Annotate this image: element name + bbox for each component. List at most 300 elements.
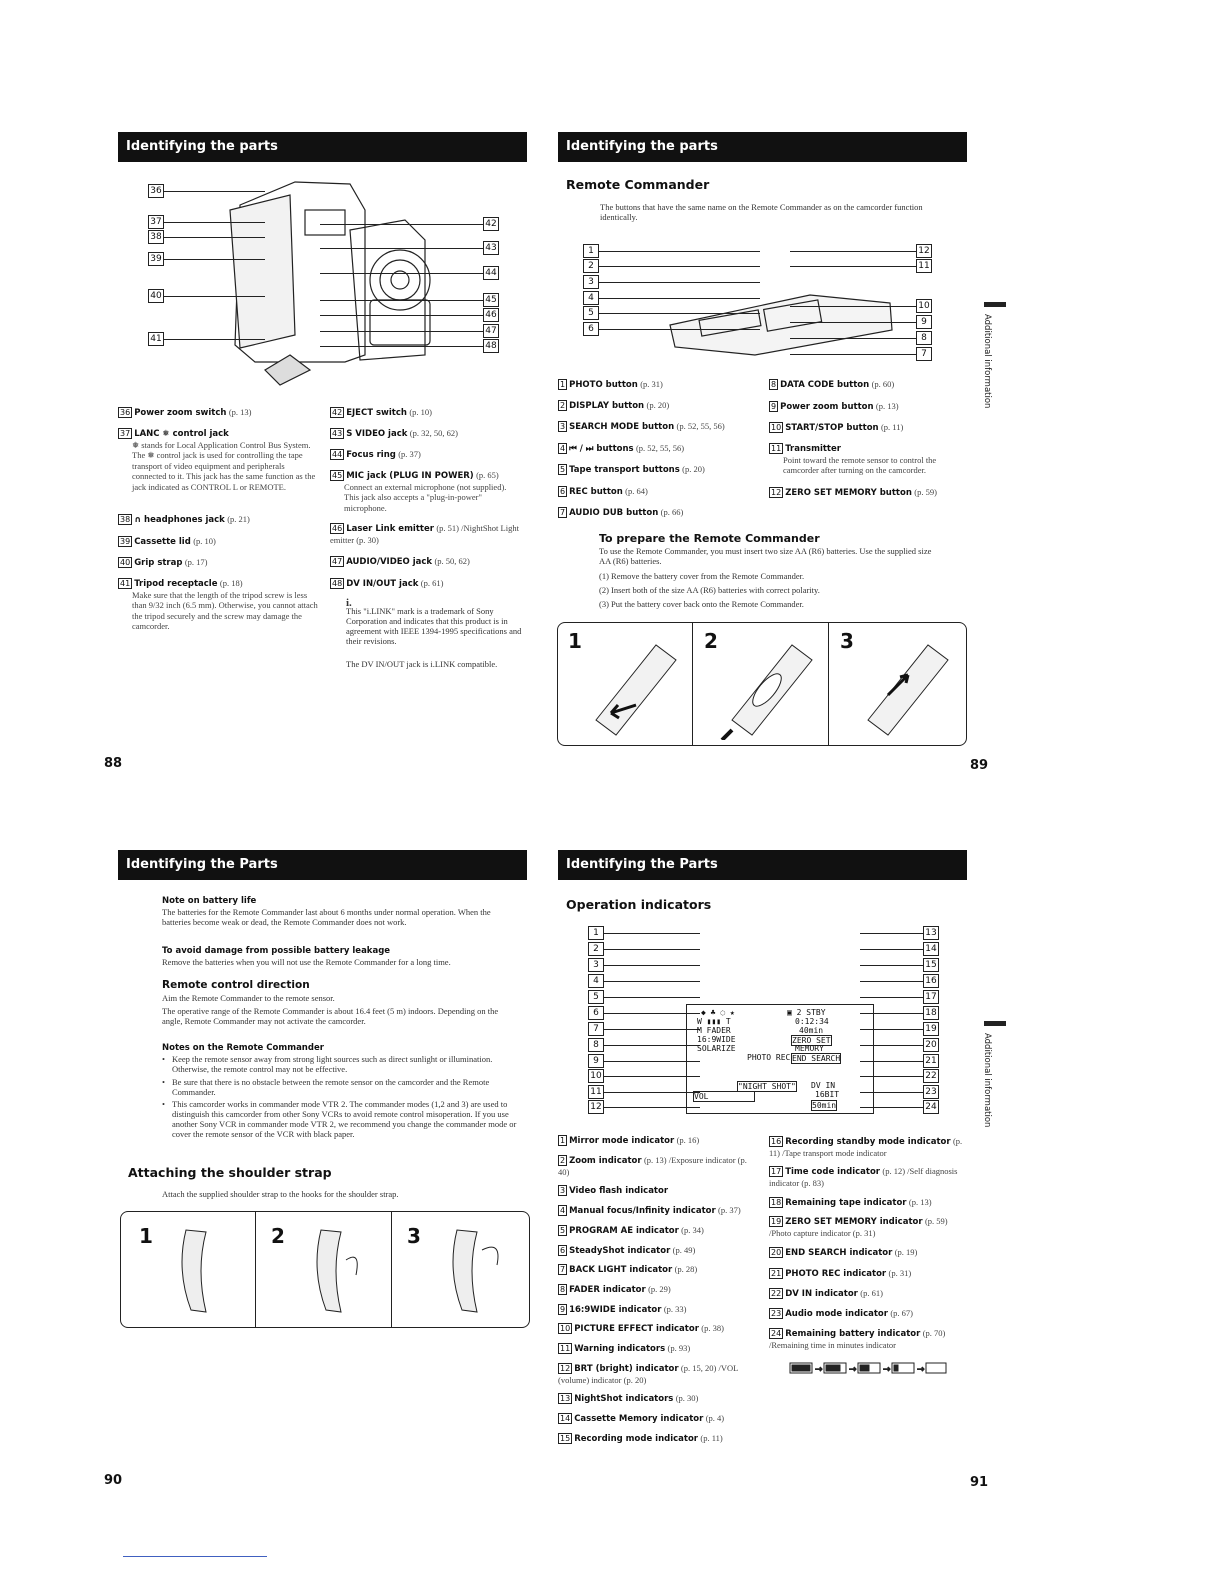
entry-name: PHOTO REC indicator: [785, 1269, 887, 1279]
entry-page-ref: (p. 15, 20) /VOL (volume) indicator (p. 20): [558, 1363, 738, 1385]
prepare-step-1: (1) Remove the battery cover from the Remote Commander.: [599, 571, 805, 581]
strap-text: Attach the supplied shoulder strap to the hooks for the shoulder strap.: [162, 1189, 399, 1199]
ilink-note-2: The DV IN/OUT jack is i.LINK compatible.: [346, 659, 498, 669]
entry-10: [769, 422, 969, 434]
callout-18: 18: [923, 1006, 939, 1020]
entry-page-ref: (p. 11): [880, 422, 904, 432]
display-memory: MEMORY: [795, 1044, 824, 1053]
callout-leader-line: [860, 933, 923, 934]
entry-name: ∩ headphones jack: [134, 515, 225, 525]
entry-name: Video flash indicator: [569, 1186, 669, 1196]
entry-number: 8: [560, 1285, 566, 1294]
callout-leader-line: [790, 266, 916, 267]
entry-page-ref: (p. 11) /Tape transport mode indicator: [769, 1136, 963, 1158]
callout-leader-line: [604, 965, 700, 966]
battery-step-label-3: 3: [840, 629, 854, 653]
entry-8: [558, 1284, 758, 1296]
entry-name: AUDIO/VIDEO jack: [346, 557, 433, 567]
callout-11: 11: [588, 1085, 604, 1099]
entry-name: ZERO SET MEMORY indicator: [785, 1217, 923, 1227]
page90-header: Identifying the Parts: [118, 850, 527, 880]
entry-number: 36: [120, 408, 131, 417]
entry-page-ref: (p. 93): [667, 1343, 691, 1353]
entry-43: [330, 428, 520, 440]
callout-leader-line: [790, 306, 916, 307]
entry-number: 2: [560, 401, 566, 410]
strap-steps-panel: [120, 1211, 530, 1328]
entry-number: 9: [771, 402, 777, 411]
callout-leader-line: [599, 266, 760, 267]
callout-leader-line: [860, 965, 923, 966]
callout-8: 8: [588, 1038, 604, 1052]
entry-name: DATA CODE button: [780, 380, 870, 390]
svg-text:→: →: [815, 1365, 823, 1375]
entry-number: 15: [560, 1434, 571, 1443]
entry-name: Remaining battery indicator: [785, 1329, 921, 1339]
prepare-step-2: (2) Insert both of the size AA (R6) batteries with correct polarity.: [599, 585, 820, 595]
callout-46: 46: [483, 308, 499, 322]
entry-name: Focus ring: [346, 450, 396, 460]
entry-number: 47: [332, 557, 343, 566]
callout-6: 6: [588, 1006, 604, 1020]
strap-step-label-2: 2: [271, 1224, 285, 1248]
entry-number: 40: [120, 558, 131, 567]
strap-title: Attaching the shoulder strap: [128, 1165, 332, 1180]
entry-number: 46: [332, 524, 343, 533]
entry-page-ref: (p. 11): [700, 1433, 723, 1443]
entry-11: [769, 443, 969, 476]
entry-name: DV IN/OUT jack: [346, 579, 419, 589]
page-number-89: 89: [970, 758, 989, 773]
entry-page-ref: (p. 20): [646, 400, 670, 410]
entry-page-ref: (p. 67): [890, 1308, 913, 1318]
callout-2: 2: [588, 942, 604, 956]
entry-number: 45: [332, 471, 343, 480]
callout-leader-line: [320, 315, 483, 316]
prepare-title: To prepare the Remote Commander: [599, 532, 820, 545]
callout-19: 19: [923, 1022, 939, 1036]
entry-number: 7: [560, 1265, 566, 1274]
entry-number: 13: [560, 1394, 571, 1403]
entry-number: 24: [771, 1329, 782, 1338]
entry-name: EJECT switch: [346, 408, 407, 418]
entry-10: [558, 1323, 758, 1335]
entry-21: [769, 1268, 969, 1280]
entry-page-ref: (p. 49): [672, 1245, 696, 1255]
entry-page-ref: (p. 61): [420, 578, 444, 588]
entry-12: [769, 487, 969, 499]
entry-name: NightShot indicators: [574, 1394, 674, 1404]
entry-page-ref: (p. 59): [914, 487, 937, 497]
callout-4: 4: [583, 291, 599, 305]
callout-44: 44: [483, 266, 499, 280]
footer-rule: [123, 1556, 267, 1557]
entry-number: 38: [120, 515, 131, 524]
page-number-90: 90: [104, 1473, 123, 1488]
entry-name: FADER indicator: [569, 1285, 646, 1295]
display-endsearch: END SEARCH: [792, 1054, 841, 1063]
display-bit: 16BIT: [815, 1090, 840, 1099]
entry-page-ref: (p. 29): [648, 1284, 671, 1294]
ilink-logo: i.: [346, 597, 352, 609]
entry-number: 17: [771, 1167, 782, 1176]
callout-48: 48: [483, 339, 499, 353]
entry-number: 42: [332, 408, 343, 417]
entry-1: [558, 1135, 758, 1147]
note-bullet-3: •: [162, 1099, 165, 1109]
callout-leader-line: [599, 251, 760, 252]
direction-title: Remote control direction: [162, 979, 310, 991]
callout-leader-line: [599, 282, 760, 283]
note-1: Keep the remote sensor away from strong light sources such as direct sunlight or illumination. Otherwise, the remote control may not be effective.: [172, 1054, 493, 1074]
entry-47: [330, 556, 520, 568]
callout-leader-line: [164, 296, 265, 297]
entry-9: [769, 401, 969, 413]
entry-page-ref: (p. 30): [675, 1393, 699, 1403]
display-remain: 40min: [799, 1026, 824, 1035]
entry-number: 5: [560, 1226, 566, 1235]
entry-name: PHOTO button: [569, 380, 638, 390]
callout-leader-line: [860, 949, 923, 950]
display-zoom: W ▮▮▮ T: [697, 1017, 731, 1026]
display-dvin: DV IN: [811, 1081, 836, 1090]
entry-page-ref: (p. 20): [682, 464, 705, 474]
entry-page-ref: (p. 38): [701, 1323, 724, 1333]
callout-47: 47: [483, 324, 499, 338]
battery-steps-panel: [557, 622, 967, 746]
entry-page-ref: (p. 60): [871, 379, 895, 389]
strap-step-2-illustration: [301, 1220, 381, 1320]
callout-leader-line: [320, 273, 483, 274]
entry-number: 3: [560, 1186, 566, 1195]
entry-6: [558, 1245, 758, 1257]
callout-7: 7: [588, 1022, 604, 1036]
entry-41: [118, 578, 318, 632]
entry-name: Grip strap: [134, 558, 183, 568]
entry-page-ref: (p. 33): [663, 1304, 687, 1314]
entry-page-ref: (p. 52, 55, 56): [676, 421, 725, 431]
callout-17: 17: [923, 990, 939, 1004]
display-solarize: SOLARIZE: [697, 1044, 736, 1053]
entry-page-ref: (p. 13): [875, 401, 899, 411]
entry-44: [330, 449, 520, 461]
callout-37: 37: [148, 215, 164, 229]
callout-21: 21: [923, 1054, 939, 1068]
entry-number: 4: [560, 444, 566, 453]
entry-number: 11: [560, 1344, 571, 1353]
battery-step-label-2: 2: [704, 629, 718, 653]
callout-leader-line: [860, 997, 923, 998]
svg-text:→: →: [917, 1365, 925, 1375]
callout-2: 2: [583, 259, 599, 273]
notes-title: Notes on the Remote Commander: [162, 1043, 324, 1053]
entry-number: 19: [771, 1217, 782, 1226]
direction-text-2: The operative range of the Remote Commander is about 16.4 feet (5 m) indoors. Depending on the angle, Remote Commander may not activate the camcorder.: [162, 1006, 499, 1026]
entry-number: 8: [771, 380, 777, 389]
entry-page-ref: (p. 28): [674, 1264, 698, 1274]
callout-39: 39: [148, 252, 164, 266]
entry-number: 1: [560, 380, 566, 389]
callout-24: 24: [923, 1100, 939, 1114]
callout-23: 23: [923, 1085, 939, 1099]
callout-6: 6: [583, 322, 599, 336]
entry-page-ref: (p. 13): [908, 1197, 932, 1207]
entry-name: MIC jack (PLUG IN POWER): [346, 471, 474, 481]
entry-name: Power zoom switch: [134, 408, 227, 418]
entry-9: [558, 1304, 758, 1316]
entry-3: [558, 421, 758, 433]
entry-page-ref: (p. 18): [219, 578, 243, 588]
callout-3: 3: [583, 275, 599, 289]
entry-description: Make sure that the length of the tripod screw is less than 9/32 inch (6.5 mm). Otherwise, you cannot attach the tripod securely and the screw may damage the camcorder.: [132, 589, 318, 631]
entry-19: [769, 1216, 969, 1238]
callout-leader-line: [599, 313, 760, 314]
callout-10: 10: [588, 1069, 604, 1083]
entry-number: 23: [771, 1309, 782, 1318]
camcorder-illustration: [145, 170, 505, 395]
callout-leader-line: [164, 259, 265, 260]
entry-38: [118, 514, 318, 526]
entry-20: [769, 1247, 969, 1259]
entry-name: Tripod receptacle: [134, 579, 218, 589]
battery-step-label-1: 1: [568, 629, 582, 653]
entry-number: 10: [560, 1324, 571, 1333]
entry-page-ref: (p. 37): [398, 449, 421, 459]
callout-7: 7: [916, 347, 932, 361]
entry-36: [118, 407, 318, 419]
entry-page-ref: (p. 12) /Self diagnosis indicator (p. 83): [769, 1166, 958, 1188]
entry-number: 18: [771, 1198, 782, 1207]
entry-number: 21: [771, 1269, 782, 1278]
callout-12: 12: [588, 1100, 604, 1114]
page-number-88: 88: [104, 756, 123, 771]
entry-number: 20: [771, 1248, 782, 1257]
display-battery-time: 50min: [812, 1101, 837, 1110]
entry-3: [558, 1185, 758, 1197]
entry-name: Time code indicator: [785, 1167, 880, 1177]
entry-page-ref: (p. 51) /NightShot Light emitter (p. 30): [330, 523, 519, 545]
entry-6: [558, 486, 758, 498]
callout-leader-line: [860, 981, 923, 982]
page88-header: Identifying the parts: [118, 132, 527, 162]
display-timecode: 0:12:34: [795, 1017, 829, 1026]
callout-4: 4: [588, 974, 604, 988]
operation-indicators-title: Operation indicators: [566, 897, 712, 912]
entry-page-ref: (p. 21): [227, 514, 250, 524]
battery-life-title: Note on battery life: [162, 896, 257, 906]
display-wide: 16:9WIDE: [697, 1035, 736, 1044]
strap-step-label-3: 3: [407, 1224, 421, 1248]
note-3: This camcorder works in commander mode VTR 2. The commander modes (1,2 and 3) are used to distinguish this camcorder from other Sony VCRs to avoid remote control misoperation. If you use another Sony VCR in commander mode VTR 2, we recommend you change the commander mode or cover the remote sensor of the VCR with black paper.: [172, 1099, 517, 1139]
entry-name: Cassette Memory indicator: [574, 1414, 704, 1424]
entry-name: Transmitter: [785, 444, 841, 454]
entry-13: [558, 1393, 758, 1405]
entry-2: [558, 400, 758, 412]
remote-commander-title: Remote Commander: [566, 177, 710, 192]
callout-15: 15: [923, 958, 939, 972]
entry-number: 37: [120, 429, 131, 438]
entry-5: [558, 464, 758, 476]
display-top-icons: ◆ ♣ ◌ ★: [701, 1008, 735, 1017]
display-photorec: PHOTO REC: [747, 1053, 791, 1062]
strap-step-label-1: 1: [139, 1224, 153, 1248]
entry-number: 2: [560, 1156, 566, 1165]
entry-description: ❅ stands for Local Application Control Bus System. The ❅ control jack is used for controlling the tape transport of video equipment and peripherals connected to it. This jack has the same function as the jack indicated as CONTROL L or REMOTE.: [132, 439, 316, 492]
entry-number: 39: [120, 537, 131, 546]
callout-leader-line: [604, 933, 700, 934]
entry-39: [118, 536, 318, 548]
entry-7: [558, 1264, 758, 1276]
entry-name: DISPLAY button: [569, 401, 645, 411]
entry-page-ref: (p. 16): [676, 1135, 700, 1145]
direction-text-1: Aim the Remote Commander to the remote sensor.: [162, 993, 335, 1003]
entry-number: 48: [332, 579, 343, 588]
entry-37: [118, 428, 318, 492]
entry-page-ref: (p. 34): [681, 1225, 704, 1235]
callout-leader-line: [164, 339, 265, 340]
entry-number: 6: [560, 1246, 566, 1255]
callout-leader-line: [790, 322, 916, 323]
entry-name: DV IN indicator: [785, 1289, 858, 1299]
callout-leader-line: [320, 248, 483, 249]
callout-leader-line: [164, 237, 265, 238]
entry-name: Power zoom button: [780, 402, 874, 412]
entry-23: [769, 1308, 969, 1320]
entry-name: REC button: [569, 487, 623, 497]
note-bullet-2: •: [162, 1077, 165, 1087]
entry-name: Mirror mode indicator: [569, 1136, 675, 1146]
battery-step-1-illustration: [576, 635, 686, 740]
entry-number: 11: [771, 444, 782, 453]
leakage-text: Remove the batteries when you will not use the Remote Commander for a long time.: [162, 957, 451, 967]
entry-4: [558, 1205, 758, 1217]
callout-10: 10: [916, 299, 932, 313]
leakage-title: To avoid damage from possible battery leakage: [162, 946, 391, 956]
strap-step-1-illustration: [166, 1220, 246, 1320]
callout-leader-line: [164, 222, 265, 223]
entry-page-ref: (p. 13) /Exposure indicator (p. 40): [558, 1155, 747, 1177]
remote-intro: The buttons that have the same name on the Remote Commander as on the camcorder function identically.: [600, 202, 923, 222]
sidebar-label-89: Additional information: [982, 314, 992, 409]
entry-number: 9: [560, 1305, 566, 1314]
ilink-note: This "i.LINK" mark is a trademark of Sony Corporation and indicates that this product is in agreement with IEEE 1394-1995 specifications and their revisions.: [346, 606, 522, 646]
entry-name: ⏮ / ⏭ buttons: [569, 444, 634, 454]
entry-name: 16:9WIDE indicator: [569, 1305, 662, 1315]
page91-header: Identifying the Parts: [558, 850, 967, 880]
entry-description: Connect an external microphone (not supplied). This jack also accepts a "plug-in-power" microphone.: [344, 481, 507, 513]
entry-name: BRT (bright) indicator: [574, 1364, 679, 1374]
entry-number: 43: [332, 429, 343, 438]
entry-page-ref: (p. 17): [184, 557, 208, 567]
entry-46: [330, 523, 520, 545]
entry-number: 10: [771, 423, 782, 432]
entry-page-ref: (p. 61): [860, 1288, 883, 1298]
callout-3: 3: [588, 958, 604, 972]
entry-name: ZERO SET MEMORY button: [785, 488, 912, 498]
entry-number: 22: [771, 1289, 782, 1298]
display-stby: ▣ 2 STBY: [787, 1008, 826, 1017]
entry-17: [769, 1166, 969, 1188]
callout-leader-line: [604, 949, 700, 950]
entry-name: Manual focus/Infinity indicator: [569, 1206, 716, 1216]
entry-name: S VIDEO jack: [346, 429, 408, 439]
callout-leader-line: [320, 346, 483, 347]
strap-step-3-illustration: [437, 1220, 517, 1320]
entry-12: [558, 1363, 758, 1385]
entry-name: Remaining tape indicator: [785, 1198, 907, 1208]
entry-14: [558, 1413, 758, 1425]
note-bullet-1: •: [162, 1054, 165, 1064]
entry-page-ref: (p. 13): [228, 407, 252, 417]
entry-page-ref: (p. 37): [718, 1205, 741, 1215]
callout-leader-line: [599, 329, 760, 330]
entry-45: [330, 470, 520, 513]
entry-number: 14: [560, 1414, 571, 1423]
sidebar-marker-91: [984, 1021, 1006, 1026]
entry-7: [558, 507, 758, 519]
callout-5: 5: [583, 306, 599, 320]
entry-name: SEARCH MODE button: [569, 422, 675, 432]
entry-15: [558, 1433, 758, 1445]
entry-24: [769, 1328, 969, 1350]
entry-page-ref: (p. 10): [409, 407, 432, 417]
entry-number: 7: [560, 508, 566, 517]
entry-number: 5: [560, 465, 566, 474]
entry-name: BACK LIGHT indicator: [569, 1265, 673, 1275]
entry-number: 4: [560, 1206, 566, 1215]
entry-1: [558, 379, 758, 391]
display-nightshot: "NIGHT SHOT": [738, 1082, 796, 1091]
entry-16: [769, 1136, 969, 1158]
callout-20: 20: [923, 1038, 939, 1052]
display-fader: M FADER: [697, 1026, 731, 1035]
sidebar-label-91: Additional information: [982, 1033, 992, 1128]
entry-name: Recording mode indicator: [574, 1434, 698, 1444]
entry-5: [558, 1225, 758, 1237]
entry-name: Cassette lid: [134, 537, 191, 547]
remote-commander-illustration: [660, 275, 900, 360]
callout-14: 14: [923, 942, 939, 956]
callout-22: 22: [923, 1069, 939, 1083]
display-vol: VOL: [693, 1091, 755, 1102]
callout-leader-line: [790, 338, 916, 339]
callout-5: 5: [588, 990, 604, 1004]
entry-22: [769, 1288, 969, 1300]
entry-2: [558, 1155, 758, 1177]
page-number-91: 91: [970, 1475, 989, 1490]
entry-name: Warning indicators: [574, 1344, 666, 1354]
entry-name: LANC ❅ control jack: [134, 429, 229, 439]
svg-text:→: →: [883, 1365, 891, 1375]
callout-16: 16: [923, 974, 939, 988]
entry-name: Recording standby mode indicator: [785, 1137, 951, 1147]
entry-40: [118, 557, 318, 569]
callout-8: 8: [916, 331, 932, 345]
entry-name: END SEARCH indicator: [785, 1248, 893, 1258]
entry-18: [769, 1197, 969, 1209]
entry-number: 12: [771, 488, 782, 497]
callout-9: 9: [588, 1054, 604, 1068]
entry-name: AUDIO DUB button: [569, 508, 659, 518]
page89-header: Identifying the parts: [558, 132, 967, 162]
prepare-text: To use the Remote Commander, you must insert two size AA (R6) batteries. Use the supplied size AA (R6) batteries.: [599, 546, 932, 566]
callout-leader-line: [599, 298, 760, 299]
entry-name: Zoom indicator: [569, 1156, 642, 1166]
entry-description: Point toward the remote sensor to control the camcorder after turning on the camcorder.: [783, 454, 937, 475]
entry-number: 1: [560, 1136, 566, 1145]
entry-number: 6: [560, 487, 566, 496]
entry-42: [330, 407, 520, 419]
